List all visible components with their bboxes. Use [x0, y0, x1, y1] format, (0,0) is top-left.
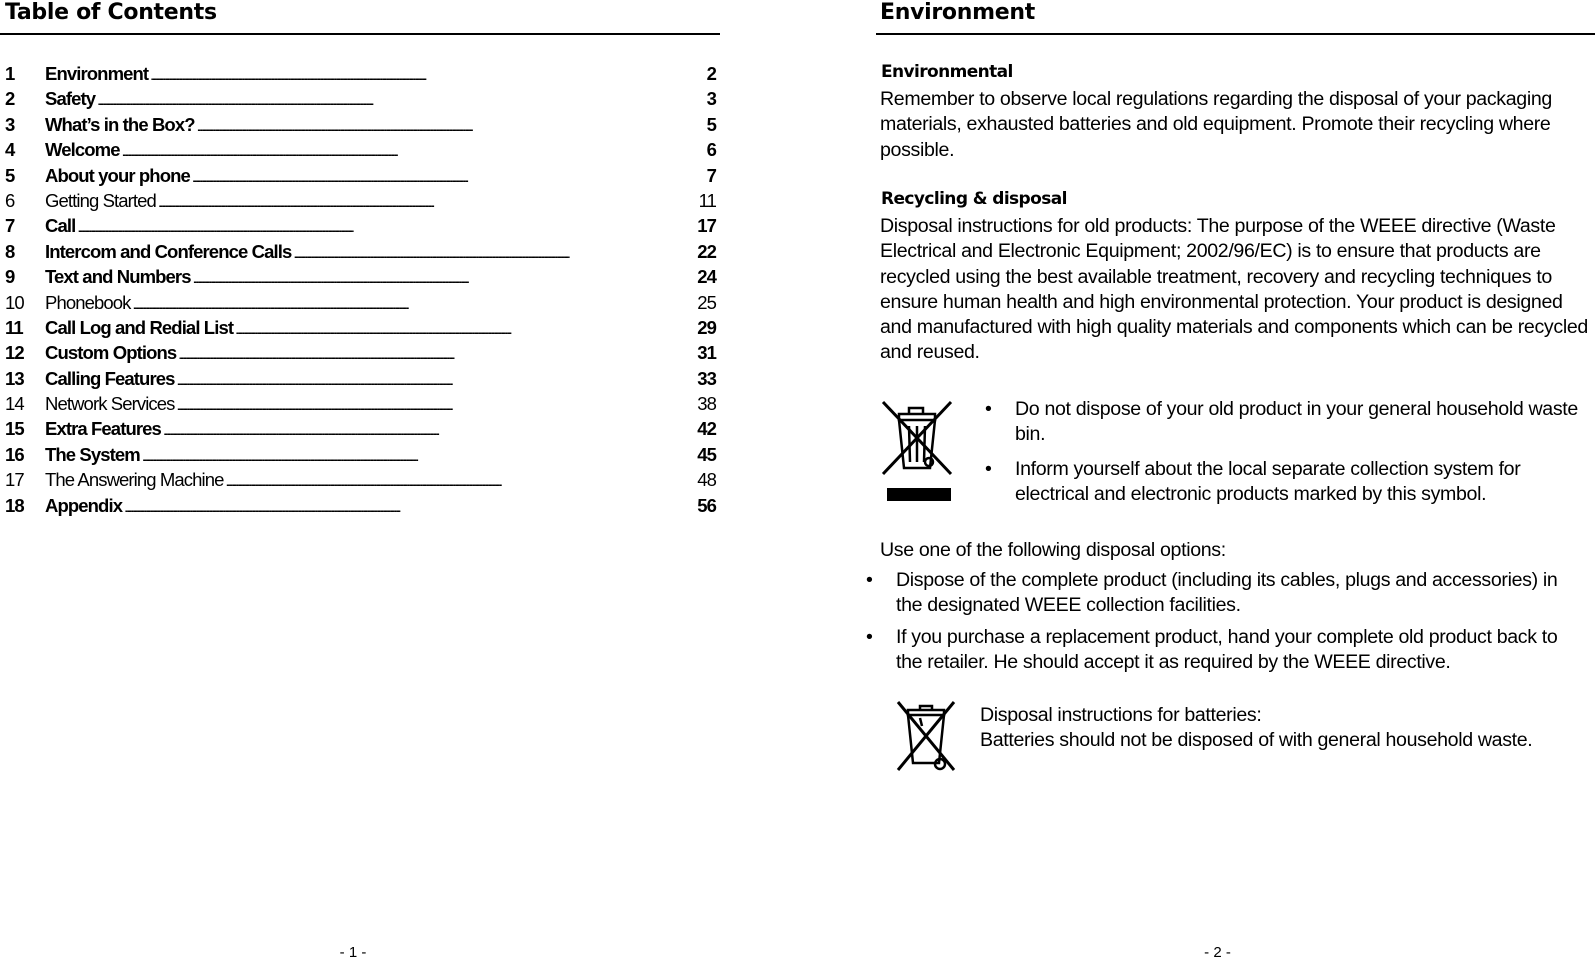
recycling-paragraph: Disposal instructions for old products: The purpose of the WEEE directive (Waste Electrical and Electronic Equipment; 2002/96/EC) is to ensure that products are recycled using the best available treatment, recovery and recycling techniques to ensure human health and high environmental protection. Your product is designed and manufactured with high quality materials and components which can be recycled and reused. [880, 215, 1588, 364]
toc-entry-title: Extra Features [45, 418, 161, 440]
toc-dot-leader [226, 473, 696, 489]
toc-entry[interactable] [5, 88, 716, 113]
toc-entry-number: 1 [5, 63, 15, 84]
toc-entry[interactable] [5, 63, 716, 88]
toc-entry-page: 24 [697, 266, 716, 288]
toc-entry-number: 6 [5, 189, 15, 211]
toc-dot-leader [133, 296, 696, 312]
bullet-text: Do not dispose of your old product in your general household waste bin. [1015, 398, 1578, 446]
toc-entry-title: The Answering Machine [45, 469, 224, 491]
environmental-paragraph: Remember to observe local regulations regarding the disposal of your packaging materials, exhausted batteries and old equipment. Promote their recycling where possible. [880, 88, 1552, 161]
toc-dot-leader [124, 499, 695, 515]
page-title: Environment [880, 0, 1035, 25]
toc-entry-page: 3 [706, 88, 716, 110]
page-right [866, 0, 1595, 978]
toc-entry[interactable] [5, 114, 716, 139]
bullet-text: If you purchase a replacement product, hand your complete old product back to the retailer. He should accept it as required by the WEEE directive. [896, 625, 1558, 673]
toc-entry-page: 11 [698, 189, 716, 211]
toc-entry[interactable] [5, 292, 716, 317]
title-rule [876, 33, 1595, 35]
toc-entry-number: 17 [5, 469, 24, 491]
toc-entry-page: 17 [697, 215, 716, 237]
toc-dot-leader [163, 422, 695, 438]
toc-entry-title: Environment [45, 63, 149, 84]
toc-entry-number: 11 [5, 316, 23, 338]
toc-dot-leader [192, 169, 705, 185]
toc-entry-page: 56 [697, 494, 716, 516]
table-of-contents [5, 63, 716, 520]
toc-entry-title: What’s in the Box? [45, 113, 195, 135]
toc-entry-page: 31 [697, 342, 716, 364]
toc-entry-number: 13 [5, 367, 24, 389]
toc-entry-page: 2 [706, 63, 716, 84]
page-number: - 2 - [1204, 944, 1231, 961]
toc-entry-number: 2 [5, 88, 15, 110]
toc-entry-title: Getting Started [45, 189, 156, 211]
toc-entry[interactable] [5, 393, 716, 418]
bullet-dot-icon: • [985, 457, 992, 480]
toc-entry-page: 5 [706, 113, 716, 135]
bullet-text: Inform yourself about the local separate collection system for electrical and electronic products marked by this symbol. [1015, 457, 1521, 505]
toc-dot-leader [158, 194, 697, 210]
toc-dot-leader [193, 270, 696, 286]
toc-entry-number: 15 [5, 418, 24, 440]
toc-dot-leader [77, 219, 695, 235]
toc-entry-title: Custom Options [45, 342, 177, 364]
toc-entry[interactable] [5, 444, 716, 469]
page-left [0, 0, 720, 978]
toc-dot-leader [293, 245, 695, 261]
disposal-options-list [865, 568, 1577, 681]
toc-entry-title: Text and Numbers [45, 266, 191, 288]
toc-entry[interactable] [5, 342, 716, 367]
title-rule [0, 33, 720, 35]
toc-entry-page: 25 [697, 291, 716, 313]
weee-crossed-bin-icon [879, 398, 955, 506]
disposal-options-intro: Use one of the following disposal options: [880, 539, 1226, 561]
toc-entry-number: 9 [5, 266, 15, 288]
toc-entry[interactable] [5, 469, 716, 494]
toc-entry-number: 5 [5, 164, 15, 186]
toc-entry[interactable] [5, 241, 716, 266]
toc-entry-page: 38 [697, 393, 716, 415]
battery-crossed-bin-icon [896, 700, 958, 776]
page-number: - 1 - [339, 944, 367, 961]
toc-entry-title: Intercom and Conference Calls [45, 240, 292, 262]
toc-dot-leader [142, 448, 695, 464]
bullet-item [865, 625, 1577, 676]
toc-entry-title: The System [45, 443, 140, 465]
toc-entry[interactable] [5, 266, 716, 291]
toc-entry[interactable] [5, 317, 716, 342]
bullet-item [865, 568, 1577, 619]
battery-heading: Disposal instructions for batteries: [980, 704, 1262, 726]
toc-entry-title: Phonebook [45, 291, 131, 313]
toc-entry-page: 29 [697, 316, 716, 338]
toc-entry-page: 6 [706, 139, 716, 161]
bullet-dot-icon: • [985, 398, 992, 420]
bullet-dot-icon: • [866, 569, 873, 591]
bullet-text: Dispose of the complete product (including its cables, plugs and accessories) in the designated WEEE collection facilities. [896, 569, 1558, 617]
toc-entry-title: About your phone [45, 164, 190, 186]
toc-dot-leader [177, 372, 696, 388]
bullet-item [984, 457, 1584, 508]
toc-entry-title: Calling Features [45, 367, 175, 389]
toc-entry[interactable] [5, 139, 716, 164]
toc-entry-number: 16 [5, 443, 24, 465]
bullet-dot-icon: • [866, 625, 873, 648]
toc-entry-page: 22 [697, 240, 716, 262]
bullet-item [984, 397, 1584, 448]
toc-entry-number: 8 [5, 240, 15, 262]
toc-entry-title: Network Services [45, 393, 175, 415]
toc-entry-number: 14 [5, 393, 24, 415]
section-heading-recycling: Recycling & disposal [881, 189, 1067, 209]
toc-entry-number: 18 [5, 494, 24, 516]
toc-entry-number: 10 [5, 291, 24, 313]
toc-entry-number: 4 [5, 139, 15, 161]
toc-dot-leader [235, 321, 695, 337]
toc-entry-page: 7 [706, 164, 716, 186]
toc-entry-title: Safety [45, 88, 96, 110]
toc-entry-title: Appendix [45, 494, 123, 516]
toc-entry[interactable] [5, 368, 716, 393]
toc-entry-number: 7 [5, 215, 15, 237]
toc-entry-page: 48 [697, 469, 716, 491]
toc-entry-page: 33 [697, 367, 716, 389]
section-heading-environmental: Environmental [881, 62, 1013, 82]
toc-dot-leader [97, 92, 704, 108]
toc-entry[interactable] [5, 418, 716, 443]
toc-dot-leader [177, 397, 696, 413]
page-title: Table of Contents [5, 0, 217, 25]
toc-entry-title: Call [45, 215, 76, 237]
toc-entry-page: 45 [697, 443, 716, 465]
toc-entry[interactable] [5, 165, 716, 190]
toc-entry-number: 12 [5, 342, 24, 364]
battery-text: Batteries should not be disposed of with general household waste. [980, 729, 1533, 751]
toc-entry-page: 42 [697, 418, 716, 440]
toc-dot-leader [178, 346, 695, 362]
toc-entry[interactable] [5, 495, 716, 520]
toc-entry[interactable] [5, 190, 716, 215]
toc-dot-leader [150, 67, 704, 83]
symbol-bullet-list [984, 397, 1584, 516]
toc-entry-title: Call Log and Redial List [45, 316, 234, 338]
toc-entry-title: Welcome [45, 139, 120, 161]
toc-dot-leader [122, 143, 705, 159]
toc-entry[interactable] [5, 215, 716, 240]
toc-dot-leader [197, 118, 705, 134]
toc-entry-number: 3 [5, 113, 15, 135]
